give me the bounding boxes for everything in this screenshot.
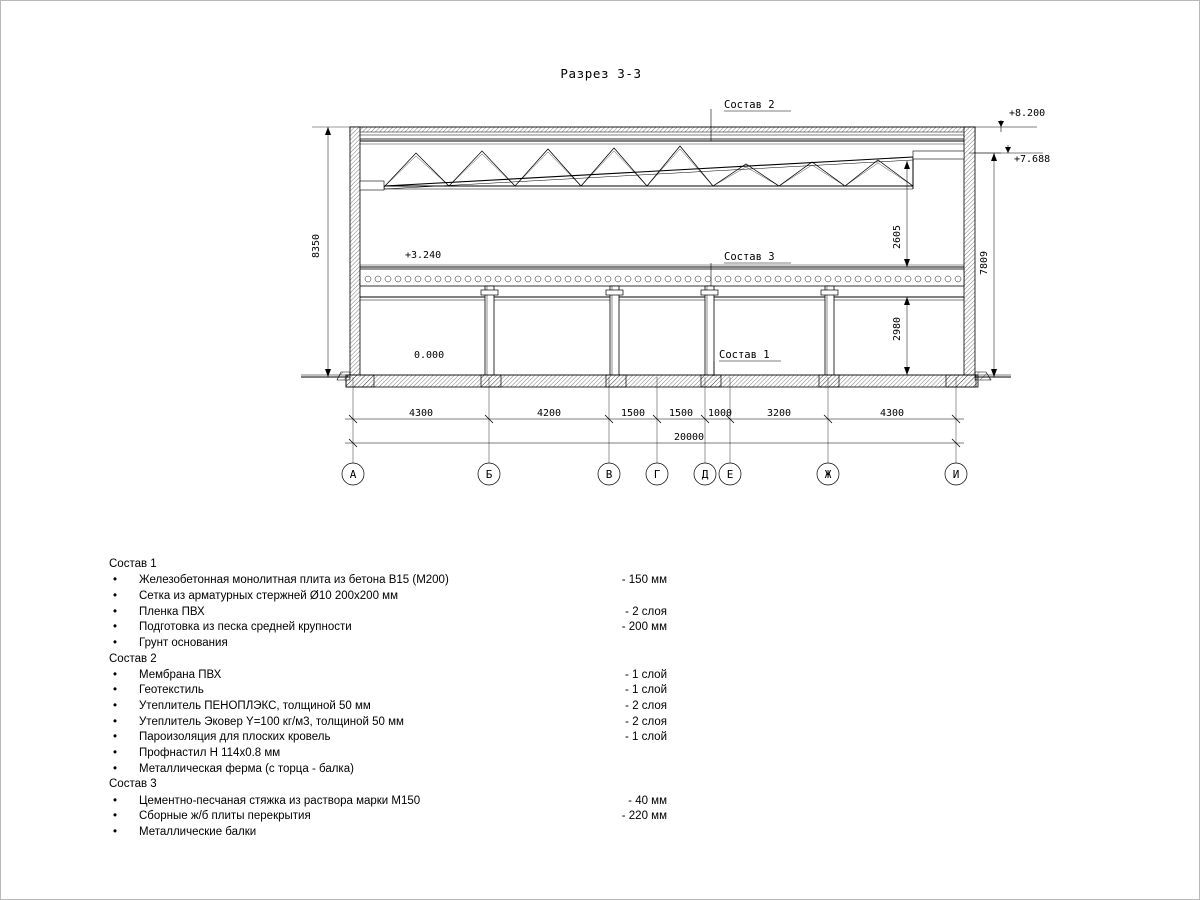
spec-item bbox=[109, 589, 709, 604]
bullet-icon: • bbox=[113, 589, 118, 602]
spec-item bbox=[109, 809, 709, 824]
level-8200: +8.200 bbox=[1009, 108, 1046, 119]
hdim-5: 1000 bbox=[707, 408, 733, 419]
spec-item-name: Профнастил Н 114х0.8 мм bbox=[139, 747, 281, 760]
spec-item-name: Сетка из арматурных стержней Ø10 200х200 мм bbox=[139, 589, 398, 602]
spec-item-name: Цементно-песчаная стяжка из раствора марки М150 bbox=[139, 794, 421, 807]
hdim-6: 3200 bbox=[766, 408, 792, 419]
bullet-icon: • bbox=[113, 825, 118, 838]
spec-item-value: - 220 мм bbox=[621, 810, 667, 823]
bullet-icon: • bbox=[113, 810, 118, 823]
spec-item bbox=[109, 825, 709, 840]
spec-item bbox=[109, 620, 709, 635]
vdim-7809: 7809 bbox=[979, 250, 990, 276]
spec-item bbox=[109, 794, 709, 809]
vdim-8350: 8350 bbox=[311, 233, 322, 259]
axis-label-zh: Ж bbox=[824, 468, 832, 481]
bullet-icon: • bbox=[113, 605, 118, 618]
bullet-icon: • bbox=[113, 668, 118, 681]
spec-item-name: Грунт основания bbox=[139, 636, 228, 649]
bullet-icon: • bbox=[113, 715, 118, 728]
spec-group-1 bbox=[109, 557, 709, 651]
spec-item bbox=[109, 746, 709, 761]
bullet-icon: • bbox=[113, 731, 118, 744]
axis-label-v: В bbox=[605, 468, 613, 481]
vdim-2605: 2605 bbox=[892, 224, 903, 250]
spec-item-value: - 2 слоя bbox=[625, 700, 667, 713]
bullet-icon: • bbox=[113, 762, 118, 775]
spec-item-name: Утеплитель ПЕНОПЛЭКС, толщиной 50 мм bbox=[139, 700, 371, 713]
bullet-icon: • bbox=[113, 621, 118, 634]
level-7688: +7.688 bbox=[1014, 154, 1051, 165]
spec-item bbox=[109, 683, 709, 698]
spec-item-name: Пароизоляция для плоских кровель bbox=[139, 731, 331, 744]
hdim-total: 20000 bbox=[673, 432, 705, 443]
spec-item bbox=[109, 605, 709, 620]
spec-title: Состав 3 bbox=[109, 778, 157, 791]
hdim-2: 4200 bbox=[536, 408, 562, 419]
spec-item bbox=[109, 699, 709, 714]
spec-item-value: - 40 мм bbox=[628, 794, 667, 807]
callout-sostav-2: Состав 2 bbox=[724, 99, 775, 111]
spec-item-name: Сборные ж/б плиты перекрытия bbox=[139, 810, 311, 823]
bullet-icon: • bbox=[113, 794, 118, 807]
spec-item bbox=[109, 762, 709, 777]
hdim-4: 1500 bbox=[668, 408, 694, 419]
level-3240: +3.240 bbox=[405, 250, 442, 261]
spec-item-name: Утеплитель Эковер Y=100 кг/м3, толщиной 50 мм bbox=[139, 715, 404, 728]
spec-item-value: - 2 слоя bbox=[625, 605, 667, 618]
hdim-1: 4300 bbox=[408, 408, 434, 419]
axis-label-b: Б bbox=[485, 468, 493, 481]
axis-label-e: Е bbox=[726, 468, 734, 481]
spec-item bbox=[109, 715, 709, 730]
spec-item-name: Пленка ПВХ bbox=[139, 605, 205, 618]
vdim-2980: 2980 bbox=[892, 316, 903, 342]
spec-item bbox=[109, 730, 709, 745]
spec-item-value: - 2 слоя bbox=[625, 715, 667, 728]
spec-item-value: - 1 слой bbox=[624, 668, 667, 681]
spec-item bbox=[109, 636, 709, 651]
spec-item-name: Металлические балки bbox=[139, 825, 257, 838]
hdim-7: 4300 bbox=[879, 408, 905, 419]
bullet-icon: • bbox=[113, 700, 118, 713]
spec-item-name: Мембрана ПВХ bbox=[139, 668, 222, 681]
spec-title: Состав 1 bbox=[109, 558, 157, 570]
spec-item bbox=[109, 573, 709, 588]
spec-group-2 bbox=[109, 652, 709, 777]
spec-item-name: Подготовка из песка средней крупности bbox=[139, 621, 352, 634]
axis-label-i: И bbox=[952, 468, 960, 481]
axis-label-g: Г bbox=[653, 468, 661, 481]
spec-item-value: - 1 слой bbox=[624, 684, 667, 697]
spec-title: Состав 2 bbox=[109, 652, 157, 665]
spec-item-value: - 1 слой bbox=[624, 731, 667, 744]
spec-item bbox=[109, 668, 709, 683]
axis-label-a: А bbox=[349, 468, 357, 481]
bullet-icon: • bbox=[113, 747, 118, 760]
spec-group-3 bbox=[109, 777, 709, 840]
hdim-3: 1500 bbox=[620, 408, 646, 419]
level-0000: 0.000 bbox=[414, 350, 445, 361]
specifications bbox=[109, 557, 709, 841]
spec-item-name: Железобетонная монолитная плита из бетона В15 (М200) bbox=[139, 574, 449, 587]
spec-item-name: Геотекстиль bbox=[139, 684, 204, 697]
callout-sostav-1: Состав 1 bbox=[719, 349, 770, 361]
bullet-icon: • bbox=[113, 574, 118, 587]
axis-label-d: Д bbox=[701, 468, 709, 481]
drawing-title: Разрез 3-3 bbox=[560, 66, 642, 81]
spec-item-name: Металлическая ферма (с торца - балка) bbox=[139, 762, 354, 775]
callout-sostav-3: Состав 3 bbox=[724, 251, 775, 263]
spec-item-value: - 150 мм bbox=[621, 574, 667, 587]
spec-item-value: - 200 мм bbox=[621, 621, 667, 634]
bullet-icon: • bbox=[113, 684, 118, 697]
bullet-icon: • bbox=[113, 636, 118, 649]
